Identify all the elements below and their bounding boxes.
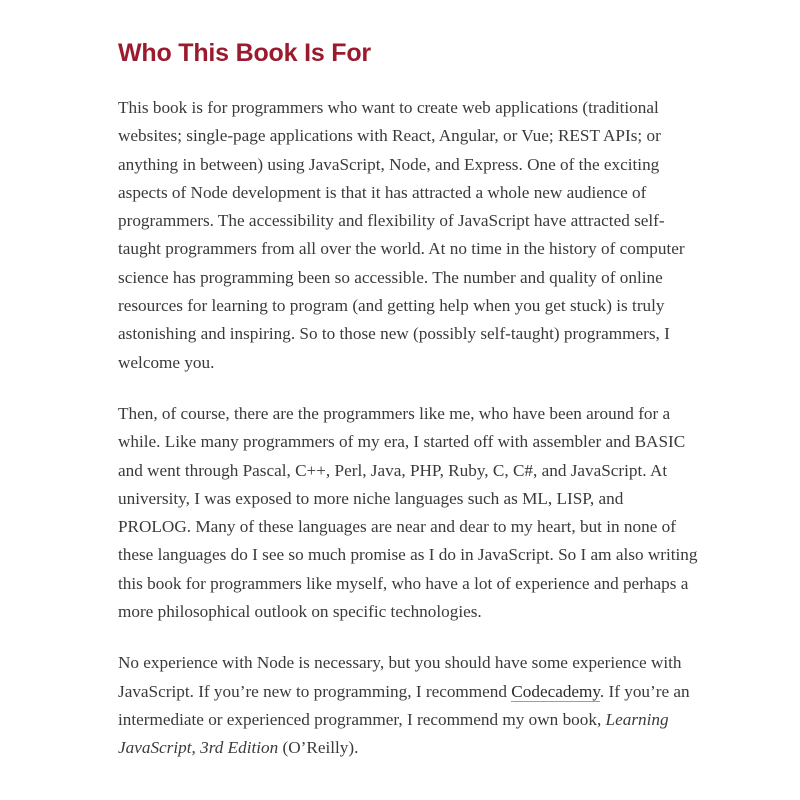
book-page xyxy=(118,36,698,786)
prerequisites-text-end: (O’Reilly). xyxy=(278,738,359,758)
paragraph-audience-experienced-programmers: Then, of course, there are the programmers like me, who have been around for a while. Like many programmers of my era, I started off with assembler and BASIC and went through Pascal, C++, Perl, Java, PHP, Ruby, C, C#, and JavaScript. At university, I was exposed to more niche languages such as ML, LISP, and PROLOG. Many of these languages are near and dear to my heart, but in none of these languages do I see so much promise as I do in JavaScript. So I am also writing this book for programmers like myself, who have a lot of experience and perhaps a more philosophical outlook on specific technologies. xyxy=(118,403,698,622)
book-title-emphasis: Learning JavaScript, 3rd Edition xyxy=(118,709,669,758)
paragraph-prerequisites xyxy=(118,649,698,762)
paragraph-audience-new-programmers: This book is for programmers who want to create web applications (traditional websites; single-page applications with React, Angular, or Vue; REST APIs; or anything in between) using JavaScript, Node, and Express. One of the exciting aspects of Node development is that it has attracted a whole new audience of programmers. The accessibility and flexibility of JavaScript have attracted self-taught programmers from all over the world. At no time in the history of computer science has programming been so accessible. The number and quality of online resources for learning to program (and getting help when you get stuck) is truly astonishing and inspiring. So to those new (possibly self-taught) programmers, I welcome you. xyxy=(118,98,685,372)
prerequisites-text-middle: . If you’re an intermediate or experienced programmer, I recommend my own book, xyxy=(118,681,690,729)
section-heading: Who This Book Is For xyxy=(118,39,371,67)
codecademy-link[interactable]: Codecademy xyxy=(511,681,600,701)
prerequisites-text-start: No experience with Node is necessary, but you should have some experience with JavaScript. If you’re new to programming, I recommend xyxy=(118,653,682,701)
